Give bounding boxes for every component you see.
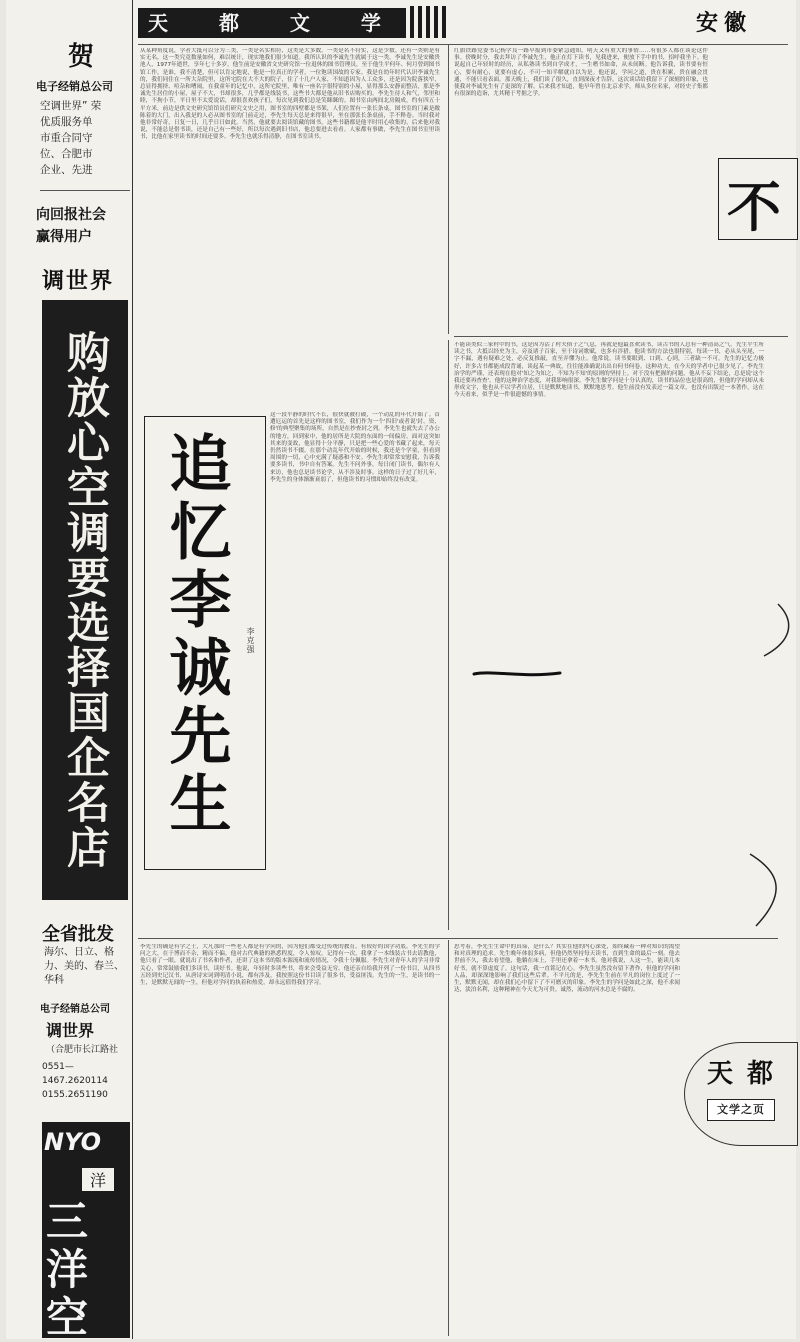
ad-phone: 0551— <box>42 1062 74 1072</box>
pen-underline-mark <box>472 668 562 680</box>
pen-margin-mark <box>758 600 798 660</box>
newspaper-page <box>6 0 796 1342</box>
ad-brand-2: 调世界 <box>46 1021 95 1040</box>
ad-report-line: 向回报社会 <box>36 207 106 223</box>
ad-wholesale-items: 海尔、日立、格力、美的、春兰、华科 <box>44 947 124 986</box>
text-column-bottom-right: 思考着，李先生生命中的真谛，是什么？其实在他的内心深处，始终藏着一种对知识的渴望和对真理的追求。先生晚年体弱多病，但他仍然坚持每天读书，直到生命的最后一刻。他去世前不久，我去看望他，他躺在床上，手里还拿着一本书。他对我说，人这一生，能读几本好书，就不算虚度了。这句话，我一直铭记在心。李先生虽然没有留下著作，但他的学问和人品，却深深地影响了我们这些后辈。不平凡的是，李先生生前在平凡的岗位上度过了一生，默默无闻，却在我们心中留下了不可磨灭的印象。李先生的学问是如此之深，他不求闻达，淡泊名利，这种精神在今天尤为可贵。诚然，流动的河水总是不腐的。 <box>454 944 680 994</box>
ad-wholesale-heading: 全省批发 <box>42 924 114 945</box>
masthead-stripes <box>408 6 448 38</box>
ad-mid-line: 优质服务单 <box>40 116 93 128</box>
ad-company-line-2: 电子经销总公司 <box>40 1004 110 1015</box>
ad-vertical-slogan: 购放心空调要选择国企名店 <box>42 300 128 900</box>
stamp-title: 天都 <box>707 1059 788 1089</box>
sanyo-big-text: 三洋空 <box>46 1197 89 1342</box>
place-name: 安徽 <box>696 10 753 36</box>
sanyo-ocean: 洋 <box>82 1168 114 1191</box>
article-title: 追忆李诚先生 <box>159 431 232 839</box>
ad-phone: 1467.2620114 <box>42 1076 108 1086</box>
text-column-middle-right: 不能读类似三家村中的书，这是因为沾了村夫俗子之气息，再就是他最喜欢读书，读古书的人总有一种清高之气。先生平生所读之书，大抵以经史为主，旁及诸子百家，至于诗词歌赋，也多有涉猎。他读书的方法也很特别，每读一书，必从头至尾，一字不漏，遇有疑难之处，必反复推敲，直至弄懂为止。他常说，读书要眼到、口到、心到，三者缺一不可。先生的记忆力极好，许多古书都能成段背诵，谈起某一典故，往往能准确说出出自何书何卷。这种功夫，在今天的学者中已很少见了。李先生治学的严谨，还表现在他对'知之为知之，不知为不知'的原则的坚持上。对于没有把握的问题，他从不妄下结论，总是说'这个我还要再查查'。他的这种治学态度，对我影响很深。李先生做学问是十分认真的，读书的品位也是很高的，但他的学问却从未形成文字，他也从不以学者自居，只是默默地读书，默默地思考。他生前没有发表过一篇文章，也没有出版过一本著作，这在今天看来，似乎是一件很遗憾的事情。 <box>454 342 764 399</box>
ad-mid-line: 企业、先进 <box>40 164 93 176</box>
adjacent-headline-char: 不 <box>727 176 781 239</box>
advertisement-column <box>6 0 130 1342</box>
article-byline: 李克强 <box>246 627 255 654</box>
sanyo-ad <box>42 1122 130 1342</box>
ad-report-line: 赢得用户 <box>36 229 92 245</box>
ad-phone: 0155.2651190 <box>42 1090 108 1100</box>
ad-company-line: 电子经销总公司 <box>36 80 113 93</box>
pen-curve-mark <box>746 850 796 930</box>
text-column-bottom-left: 李先生的确是有学之士，大凡那时一些老人都是有学问的，因为他们都受过传统的教育，有较好的国学功底。李先生的学问之大，在于博而不杂，精而不偏。他对古代典籍的熟悉程度，令人惊叹。记得有一次，我拿了一本线装古书去请教他，他只看了一眼，就说出了书名和作者，还讲了这本书的版本源流和流传情况，令我十分佩服。李先生对青年人的学习非常关心，常常鼓励我们多读书，读好书。他说，年轻时多读些书，将来会受益无穷。他还亲自给我开列了一份书目，从四书五经到史记汉书，从唐诗宋词到明清小说，都有涉及。我按照这份书目读了很多书，受益匪浅。先生的一生，是读书的一生，是默默无闻的一生，但他对学问的执着和热爱，却永远值得我们学习。 <box>140 944 440 987</box>
ad-address: （合肥市长江路社 <box>46 1045 119 1055</box>
section-masthead: 天 都 文 学 <box>138 8 406 38</box>
text-column-top-right: 红旗铁路党委书记杨学良一路早报到市委紧急通知，明天又有重大的事情……有很多人都在谈论这件事。傍晚时分，我去拜访了李诚先生，他正在灯下读书，见我进来，便放下手中的书，招呼我坐下。他说起自己年轻时的经历，从私塾读书到自学成才，一生嗜书如命，从未间断。他告诉我，读书要有恒心，要有耐心，更要有虚心，不可一知半解就自以为是。他还说，学问之道，贵在积累，贵在融会贯通，不能只看表面。那天晚上，我们谈了很久，直到深夜才告辞。这次谈话给我留下了深刻的印象，也使我对李诚先生有了更深的了解。后来我才知道，他早年曾在北京求学，师从多位名家，对经史子集都有很深的造诣，尤其精于考据之学。 <box>454 48 708 98</box>
stamp-subtitle: 文学之页 <box>707 1099 775 1121</box>
ad-brand: 调世界 <box>42 269 115 294</box>
ad-top-heading: 贺 <box>68 42 95 72</box>
text-column-top-left: 从某种角度说，学者大抵可以分为三类，一类是名实相符，这类是大多数。一类是名不符实，这是少数。还有一类则是有实无名，这一类究竟数量如何，难以统计，现实地我们很少知道。我所认识的李诚先生就属于这一类。李诚先生是安徽贵池人，1977年逝世，享年七十多岁。他生前是安徽省文史研究馆一位退休的图书管理员，至于他生平何年、何月曾到图书馆工作，是谁，我不清楚，但可以肯定地说，他是一位真正的学者，一位饱读国故的专家。我是在幼年时代认识李诚先生的，我们同住在一所大杂院里，这所宅院在大不大的院子，住了十几户人家，不知道因为人工众多，还是因为院落狭窄，总显得拥挤、喧杂和嘈闹。在我童年的记忆中，这所宅院里，唯有一座名字很特别的小屋，显得那么安静而整洁，那是李诚先生居住的小屋，屋子不大，书却很多，几乎都是线装书，这些书大都是他从旧书店购买的。李先生待人和气，邻里和睦，不拘小节，平日里不太爱说话，却很喜欢孩子们，每次见到我们总是笑眯眯的。图书室由两间北房隔成，约有四五十平方米，前边是供文史研究馆馆员们研究文史之用，图书室的四壁都是书架，人们位置有一张长条桌，图书室的门素是敞陈着的大门，出入我是的人必从图书室的门前走过，李先生每天总是来得很早，坐在那张长条桌前，手不释卷。当时我对他非常好奇，日复一日，几乎日日如此。当然，他就要去阅读馆藏的图书，这些书籍都是他平时用心收集的，后来他对我说，不能总是借书读，还是自己有一些好，所以每次遇到旧书店，他总要进去看看。人家都有事做，李先生在图书室里读书，比他在家里读书的时间还要多。李先生也就乐得清静，在图书室读书。 <box>140 48 440 141</box>
ad-mid-line: 位、合肥市 <box>40 148 93 160</box>
sanyo-logo: NYO <box>44 1128 102 1156</box>
ad-mid-line: 空调世界” 荣 <box>40 100 102 112</box>
ad-mid-lines <box>40 98 128 178</box>
adjacent-headline-fragment <box>718 158 798 240</box>
text-column-middle-center: 这一段平静的时代不长，很快就被打破，一个动乱的年代开始了。首遭厄运的首先是这样的图书室，我们作为一个'四旧'或者说'封、资、修'的典型聚集的场所，自然是在抄查封之列。李先生也就失去了办公的地方，回到家中，他的居所是大院的东面的一间偏房。面对这突如其来的变故，他显得十分平静，只是把一些心爱的书藏了起来，每天仍然读书不辍。在那个动乱年代开始的时候，我还是个学童，但看到周围的一切，心中充满了疑惑和不安。李先生却常常安慰我，告诉我要多读书，书中自有答案。先生不问外事，每日闭门读书，偶尔有人来访，他也总是谈书论学，从不涉及时事。这样的日子过了好几年，李先生的身体渐渐衰弱了，但他读书的习惯却始终没有改变。 <box>270 412 440 483</box>
ad-phones <box>42 1060 108 1102</box>
section-stamp <box>684 1042 798 1146</box>
ad-mid-line: 市重合同守 <box>40 132 93 144</box>
headline-box <box>144 416 266 870</box>
